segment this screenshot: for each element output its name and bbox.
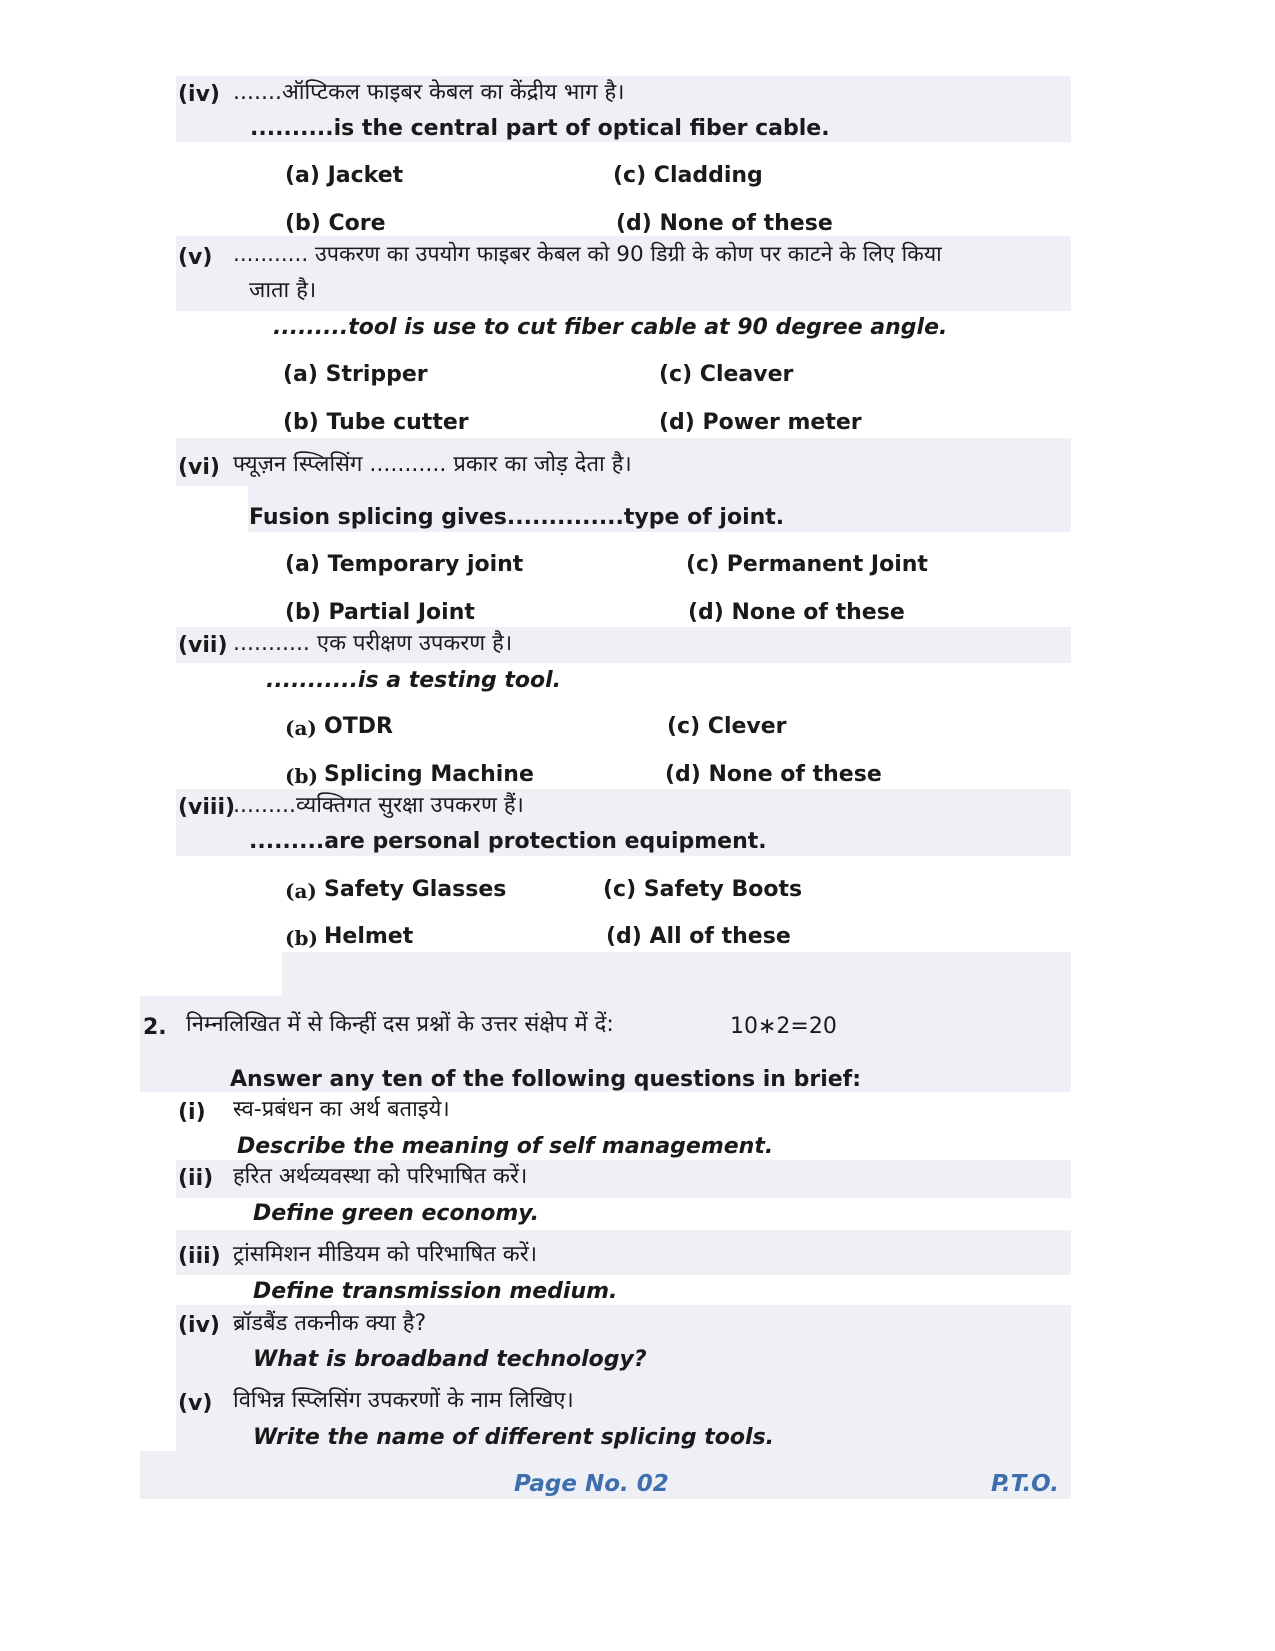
option-a: (a) Temporary joint	[285, 552, 524, 577]
option-c: (c) Cladding	[613, 163, 763, 188]
option-a: (a) Jacket	[285, 163, 404, 188]
question-number: (iv)	[178, 1313, 220, 1338]
question-number: (v)	[178, 1391, 213, 1416]
question-number: (iii)	[178, 1244, 221, 1269]
section-marks: 10∗2=20	[730, 1014, 837, 1039]
option-d: (d) None of these	[616, 211, 833, 236]
option-b: (b) Core	[285, 211, 386, 236]
question-hindi: ट्रांसमिशन मीडियम को परिभाषित करें।	[233, 1242, 538, 1267]
question-number: (iv)	[178, 82, 220, 107]
question-english: What is broadband technology?	[253, 1347, 647, 1372]
option-c: (c) Cleaver	[659, 362, 794, 387]
option-b: Splicing Machine	[324, 762, 534, 787]
question-english: .........tool is use to cut fiber cable at 90 degree angle.	[273, 315, 948, 340]
question-hindi: स्व-प्रबंधन का अर्थ बताइये।	[233, 1097, 450, 1122]
question-english: Write the name of different splicing tools.	[253, 1425, 775, 1450]
option-d: (d) Power meter	[659, 410, 862, 435]
option-b: (b) Partial Joint	[285, 600, 475, 625]
section-hindi: निम्नलिखित में से किन्हीं दस प्रश्नों के उत्तर संक्षेप में दें:	[186, 1012, 614, 1037]
option-b-label: (b)	[285, 764, 318, 788]
question-number: (viii)	[178, 795, 236, 820]
option-c: (c) Permanent Joint	[686, 552, 928, 577]
question-hindi: ब्रॉडबैंड तकनीक क्या है?	[233, 1311, 427, 1336]
option-c: (c) Safety Boots	[603, 877, 803, 902]
option-a-label: (a)	[285, 879, 317, 903]
option-c: (c) Clever	[667, 714, 787, 739]
option-d: (d) None of these	[665, 762, 882, 787]
question-english: Define transmission medium.	[253, 1279, 618, 1304]
page-number: Page No. 02	[514, 1471, 669, 1497]
question-number: (i)	[178, 1100, 206, 1125]
question-english: .........are personal protection equipment.	[249, 829, 767, 854]
question-hindi: हरित अर्थव्यवस्था को परिभाषित करें।	[233, 1164, 528, 1189]
question-hindi: ........... एक परीक्षण उपकरण है।	[233, 631, 513, 656]
option-b: (b) Tube cutter	[283, 410, 469, 435]
question-english: Describe the meaning of self management.	[237, 1134, 774, 1159]
question-english: ...........is a testing tool.	[266, 668, 562, 693]
option-a-label: (a)	[285, 716, 317, 740]
option-d: (d) All of these	[606, 924, 791, 949]
section-english: Answer any ten of the following questions in brief:	[230, 1067, 862, 1092]
question-english: Define green economy.	[253, 1201, 539, 1226]
bg-panel	[282, 952, 1071, 996]
option-a: Safety Glasses	[324, 877, 507, 902]
option-a: OTDR	[324, 714, 393, 739]
question-hindi-line1: ........... उपकरण का उपयोग फाइबर केबल को 90 डिग्री के कोण पर काटने के लिए किया	[233, 242, 942, 267]
question-english: Fusion splicing gives..............type of joint.	[249, 505, 785, 530]
pto-label: P.T.O.	[991, 1471, 1059, 1497]
question-number: (vi)	[178, 455, 220, 480]
question-number: (vii)	[178, 633, 228, 658]
question-number: (ii)	[178, 1166, 214, 1191]
question-hindi: .......ऑप्टिकल फाइबर केबल का केंद्रीय भाग है।	[233, 80, 625, 105]
option-d: (d) None of these	[688, 600, 905, 625]
option-b-label: (b)	[285, 926, 318, 950]
question-hindi: विभिन्न स्प्लिसिंग उपकरणों के नाम लिखिए।	[233, 1388, 574, 1413]
option-b: Helmet	[324, 924, 414, 949]
question-english: ..........is the central part of optical fiber cable.	[250, 116, 830, 141]
option-a: (a) Stripper	[283, 362, 428, 387]
question-hindi: फ्यूज़न स्प्लिसिंग ........... प्रकार का जोड़ देता है।	[233, 452, 632, 477]
section-number: 2.	[143, 1015, 167, 1040]
question-number: (v)	[178, 245, 213, 270]
question-hindi: .........व्यक्तिगत सुरक्षा उपकरण हैं।	[233, 793, 524, 818]
question-hindi-line2: जाता है।	[249, 278, 317, 303]
